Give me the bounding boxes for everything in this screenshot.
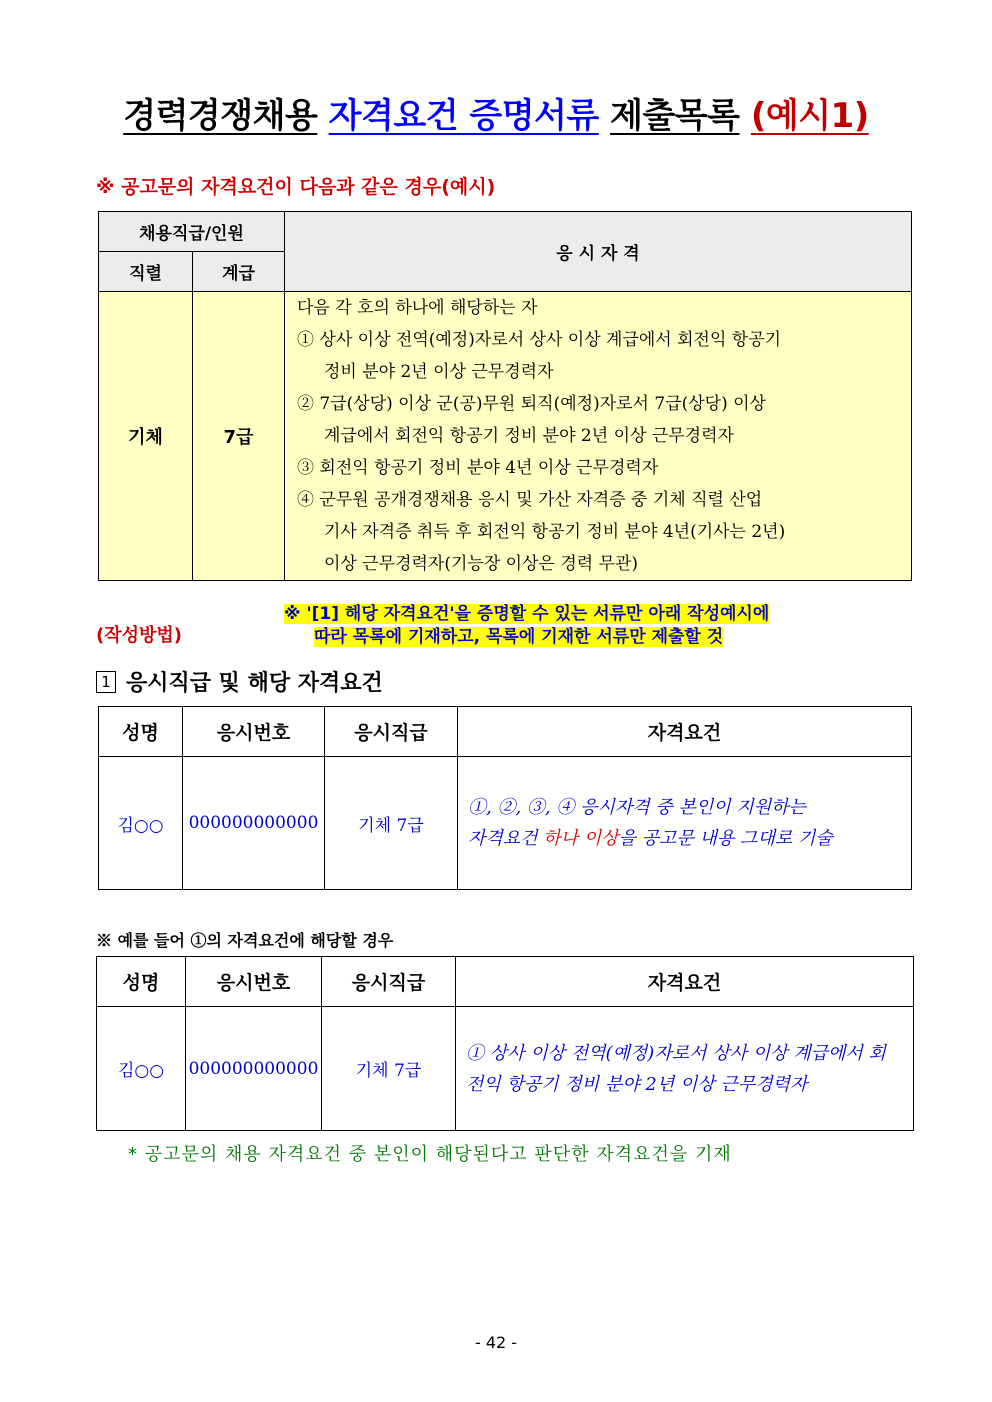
desc-line1: ①, ②, ③, ④ 응시자격 중 본인이 지원하는 (468, 797, 806, 818)
col-header-grade: 응시직급 (325, 707, 458, 757)
cell-grade: 기체 7급 (325, 757, 458, 890)
col-header-qual: 자격요건 (456, 957, 914, 1007)
desc-text: 을 공고문 내용 그대로 기술 (618, 828, 833, 849)
title-part2: 자격요건 증명서류 (328, 96, 599, 136)
section-number-box: 1 (96, 671, 116, 693)
page-title (0, 88, 992, 137)
desc-line2 (468, 823, 901, 854)
header-group: 채용직급/인원 (99, 212, 285, 252)
notice-case: ※ 예를 들어 ①의 자격요건에 해당할 경우 (96, 931, 394, 950)
cell-number: 000000000000 (186, 1007, 322, 1131)
cell-gyegeup: 7급 (193, 292, 285, 581)
col-header-number: 응시번호 (183, 707, 325, 757)
desc-emphasis: 하나 이상 (543, 828, 619, 849)
method-line1: ※ '[1] 해당 자격요건'을 증명할 수 있는 서류만 아래 작성예시에 (284, 604, 770, 624)
footnote: * 공고문의 채용 자격요건 중 본인이 해당된다고 판단한 자격요건을 기재 (128, 1144, 732, 1165)
section-heading (96, 666, 383, 697)
cell-jikryeol: 기체 (99, 292, 193, 581)
qual-line: 정비 분야 2년 이상 근무경력자 (324, 362, 554, 382)
col-header-grade: 응시직급 (322, 957, 456, 1007)
cell-name: 김○○ (97, 1007, 186, 1131)
cell-qual-desc: ① 상사 이상 전역(예정)자로서 상사 이상 계급에서 회전익 항공기 정비 분야 2년 이상 근무경력자 (456, 1007, 914, 1131)
cell-qual-desc (458, 757, 912, 890)
qual-line: 계급에서 회전익 항공기 정비 분야 2년 이상 근무경력자 (324, 426, 734, 446)
qual-line: 기사 자격증 취득 후 회전익 항공기 정비 분야 4년(기사는 2년) (324, 522, 786, 542)
page-number: - 42 - (474, 1333, 518, 1352)
qual-line: 이상 근무경력자(기능장 이상은 경력 무관) (324, 554, 639, 574)
header-gyegeup: 계급 (193, 252, 285, 292)
cell-number: 000000000000 (183, 757, 325, 890)
col-header-number: 응시번호 (186, 957, 322, 1007)
example-table-2 (96, 956, 914, 1131)
qual-line: ③ 회전익 항공기 정비 분야 4년 이상 근무경력자 (297, 458, 659, 478)
notice-example: ※ 공고문의 자격요건이 다음과 같은 경우(예시) (96, 176, 496, 198)
qual-line: ④ 군무원 공개경쟁채용 응시 및 가산 자격증 중 기체 직렬 산업 (297, 490, 763, 510)
cell-qualifications (285, 292, 912, 581)
method-label: (작성방법) (96, 625, 183, 646)
col-header-qual: 자격요건 (458, 707, 912, 757)
section-title: 응시직급 및 해당 자격요건 (126, 671, 383, 696)
qual-line: ① 상사 이상 전역(예정)자로서 상사 이상 계급에서 회전익 항공기 (297, 330, 782, 350)
title-part1: 경력경쟁채용 (123, 96, 318, 136)
header-jikryeol: 직렬 (99, 252, 193, 292)
example-table-1 (98, 706, 912, 890)
cell-grade: 기체 7급 (322, 1007, 456, 1131)
title-part4: (예시1) (750, 96, 869, 136)
qualification-table (98, 211, 912, 581)
method-note (284, 603, 918, 649)
qual-line: 다음 각 호의 하나에 해당하는 자 (297, 298, 538, 318)
col-header-name: 성명 (97, 957, 186, 1007)
header-qual: 응 시 자 격 (285, 212, 912, 292)
qual-line: ② 7급(상당) 이상 군(공)무원 퇴직(예정)자로서 7급(상당) 이상 (297, 394, 766, 414)
method-line2: 따라 목록에 기재하고, 목록에 기재한 서류만 제출할 것 (314, 627, 724, 647)
desc-text: 자격요건 (468, 828, 544, 849)
col-header-name: 성명 (99, 707, 183, 757)
cell-name: 김○○ (99, 757, 183, 890)
title-part3: 제출목록 (610, 96, 740, 136)
